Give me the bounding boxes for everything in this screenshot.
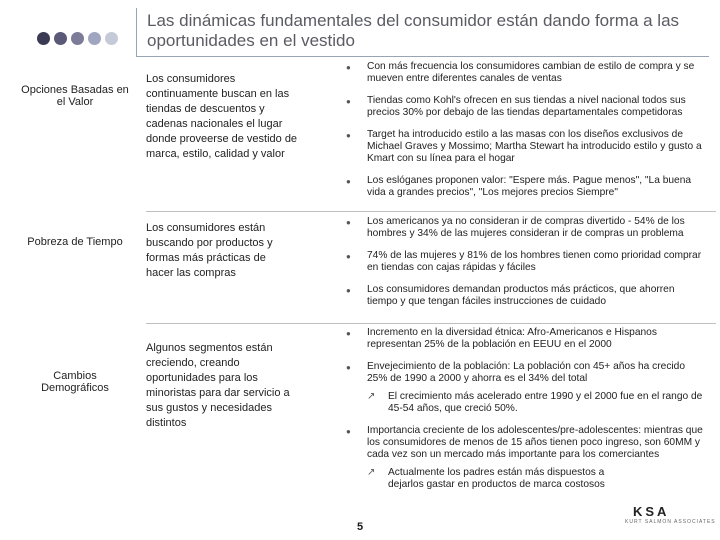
section-description-time: Los consumidores están buscando por productos y formas más prácticas de hacer las compras — [146, 222, 273, 279]
bullet-icon: ● — [346, 218, 351, 227]
dot-2 — [54, 32, 67, 45]
bullet-list-demographics — [346, 327, 704, 501]
bullet-text: Importancia creciente de los adolescentes/pre-adolescentes: mientras que los consumidores de menos de 15 años tienen poco ingreso, son 60MM y cada vez son un mercado más importante para los comerciantes — [367, 425, 703, 460]
ksa-logo-subtitle: KURT SALMON ASSOCIATES — [625, 519, 716, 525]
category-label-time: Pobreza de Tiempo — [27, 236, 123, 248]
section-divider — [146, 211, 716, 212]
arrow-icon: ↗ — [367, 467, 376, 478]
bullet-item — [346, 361, 704, 385]
bullet-icon: ● — [346, 286, 351, 295]
bullet-text: Target ha introducido estilo a las masas con los diseños exclusivos de Michael Graves y Mossimo; Martha Stewart ha introducido estilo y gusto a Kmart con su línea para el hogar — [367, 129, 702, 164]
bullet-text: Incremento en la diversidad étnica: Afro-Americanos e Hispanos representan 25% de la población en EEUU en el 2000 — [367, 327, 657, 350]
section-divider — [146, 323, 716, 324]
bullet-icon: ● — [346, 252, 351, 261]
section-description-demographics: Algunos segmentos están creciendo, creando oportunidades para los minoristas para dar servicio a sus gustos y necesidades distintos — [146, 342, 290, 429]
bullet-text: Los americanos ya no consideran ir de compras divertido - 54% de los hombres y 34% de las mujeres consideran ir de compras un problema — [367, 216, 685, 239]
sub-bullet-item — [367, 467, 638, 491]
bullet-icon: ● — [346, 177, 351, 186]
arrow-icon: ↗ — [367, 391, 376, 402]
dot-3 — [71, 32, 84, 45]
sub-bullet-item — [367, 391, 704, 415]
bullet-text: Los consumidores demandan productos más prácticos, que ahorren tiempo y que tengan fáciles instrucciones de cuidado — [367, 284, 675, 307]
bullet-item — [346, 250, 704, 274]
page-title: Las dinámicas fundamentales del consumidor están dando forma a las oportunidades en el vestido — [147, 11, 680, 50]
bullet-text: Envejecimiento de la población: La población con 45+ años ha crecido 25% de 1990 a 2000 y ahorra es el 34% del total — [367, 361, 686, 384]
sub-bullet-text: El crecimiento más acelerado entre 1990 y el 2000 fue en el rango de 45-54 años, que creció 50%. — [388, 391, 703, 414]
dot-4 — [88, 32, 101, 45]
bullet-item — [346, 95, 704, 119]
page-number: 5 — [357, 521, 364, 533]
title-vertical-rule — [136, 8, 137, 57]
category-label-value: Opciones Basadas en el Valor — [21, 84, 129, 108]
bullet-item — [346, 61, 704, 85]
bullet-text: 74% de las mujeres y 81% de los hombres tienen como prioridad comprar en tiendas con cajas rápidas y fáciles — [367, 250, 702, 273]
bullet-item — [346, 129, 704, 165]
category-label-demographics: Cambios Demográficos — [41, 370, 109, 394]
bullet-text: Tiendas como Kohl's ofrecen en sus tiendas a nivel nacional todos sus precios 30% por debajo de las tiendas departamentales competidoras — [367, 95, 686, 118]
bullet-text: Con más frecuencia los consumidores cambian de estilo de compra y se mueven entre diferentes canales de ventas — [367, 61, 695, 84]
dot-5 — [105, 32, 118, 45]
bullet-text: Los eslóganes proponen valor: "Espere más. Pague menos", "La buena vida a grandes precios", "Los mejores precios Siempre" — [367, 175, 692, 198]
bullet-icon: ● — [346, 63, 351, 72]
bullet-item — [346, 175, 704, 199]
bullet-icon: ● — [346, 363, 351, 372]
bullet-item — [346, 425, 704, 461]
sub-bullet-text: Actualmente los padres están más dispuestos a dejarlos gastar en productos de marca costosos — [388, 467, 605, 490]
title-horizontal-rule — [137, 56, 709, 57]
bullet-item — [346, 284, 704, 308]
bullet-icon: ● — [346, 329, 351, 338]
bullet-list-time — [346, 216, 704, 318]
bullet-item — [346, 216, 704, 240]
bullet-list-value — [346, 61, 704, 209]
bullet-icon: ● — [346, 97, 351, 106]
section-description-value: Los consumidores continuamente buscan en las tiendas de descuentos y cadenas nacionales el lugar donde proveerse de vestido de marca, estilo, calidad y valor — [146, 73, 298, 160]
decorative-dots — [37, 32, 118, 45]
bullet-icon: ● — [346, 427, 351, 436]
ksa-logo: KSA — [633, 504, 670, 519]
dot-1 — [37, 32, 50, 45]
bullet-item — [346, 327, 704, 351]
bullet-icon: ● — [346, 131, 351, 140]
